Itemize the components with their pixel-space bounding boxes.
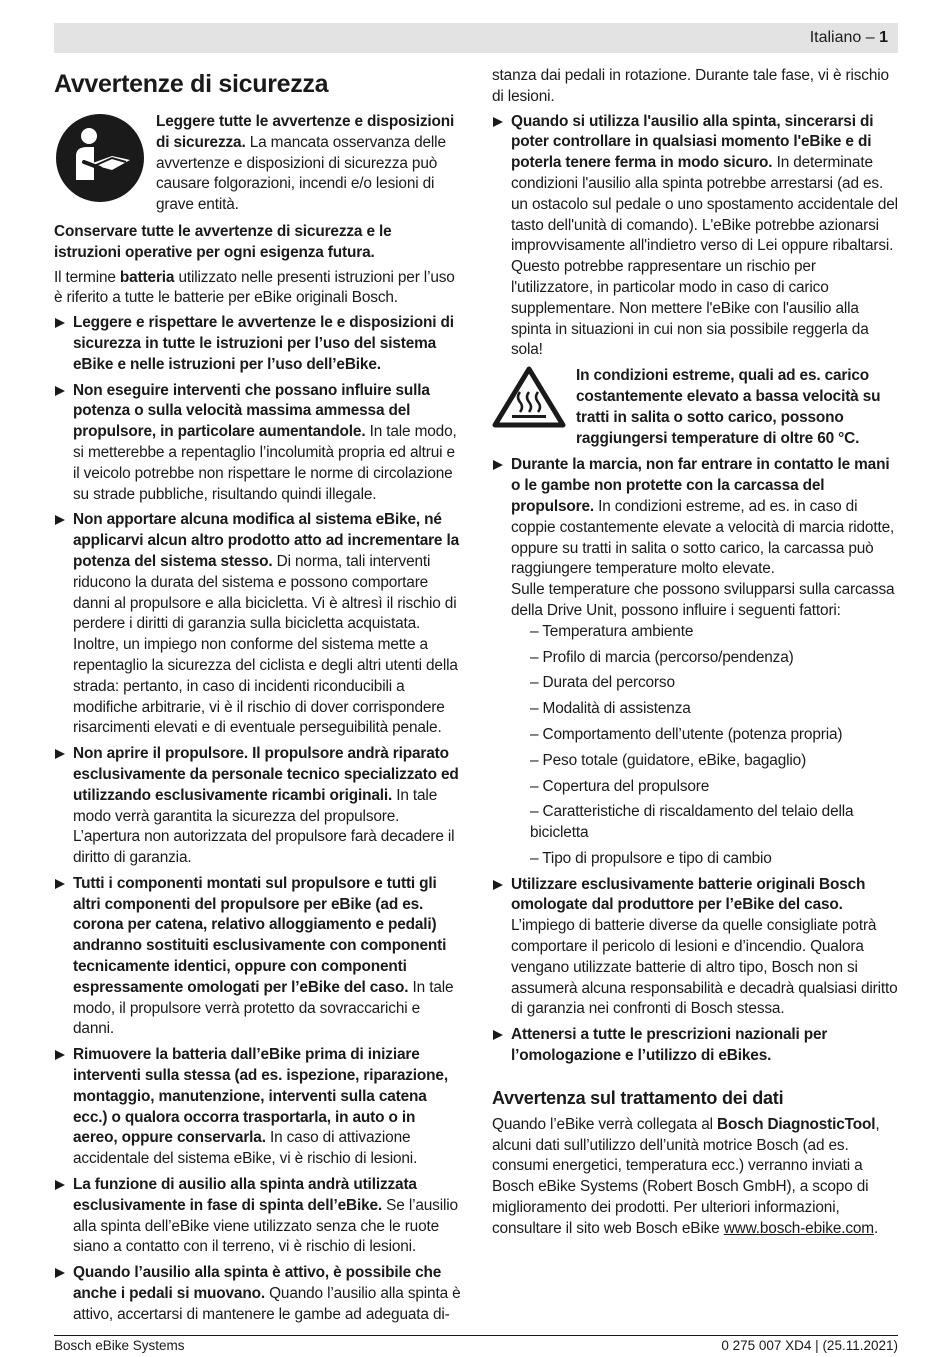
footer-divider: [54, 1335, 898, 1336]
bullet-triangle-icon: [55, 1180, 65, 1190]
list-item: [54, 313, 462, 375]
factor-item: – Copertura del propulsore: [530, 777, 710, 795]
bullet-text: Quando l’ausilio alla spinta è attivo, accertarsi di mantenere le gambe ad adeguata di-: [73, 1285, 461, 1323]
bullet-bold: Rimuovere la batteria dall’eBike prima di iniziare interventi sulla stessa (ad es. ispezione, riparazione, montaggio, manutenzione, interventi sulla catena ecc.) o qualora occorra trasportarla, in auto o in aereo, oppure conservarla.: [73, 1046, 448, 1147]
bullet-text: In caso di attivazione accidentale del sistema eBike, vi è rischio di lesioni.: [73, 1129, 418, 1168]
list-item: [492, 1025, 898, 1067]
list-item: [54, 1175, 462, 1258]
factor-item: – Peso totale (guidatore, eBike, bagaglio): [530, 751, 807, 769]
list-item: [54, 744, 462, 869]
bullet-triangle-icon: [493, 460, 503, 470]
factor-item: – Durata del percorso: [530, 674, 675, 692]
data-text-end: .: [873, 1219, 879, 1237]
bullet-triangle-icon: [55, 318, 65, 328]
bullet-bold: Durante la marcia, non far entrare in contatto le mani o le gambe non protette con la carcassa del propulsore.: [511, 456, 890, 515]
list-item: [54, 381, 462, 506]
bosch-ebike-link[interactable]: www.bosch-ebike.com: [723, 1219, 874, 1237]
list-item: [54, 874, 462, 1040]
bullet-bold: Non eseguire interventi che possano influire sulla potenza o sulla velocità massima ammessa del propulsore, in particolare aumentandole.: [73, 381, 430, 441]
bullet-text: In condizioni estreme, ad es. in caso di coppie costantemente elevate a velocità di marcia ridotte, oppure su tratti in salita o sotto carico, la carcassa può raggiungere temperature molto elevate.: [511, 497, 895, 578]
factor-item: – Caratteristiche di riscaldamento del telaio della bicicletta: [530, 803, 854, 842]
page-title: Avvertenze di sicurezza: [54, 70, 329, 98]
list-item: [492, 455, 898, 869]
data-section-title: Avvertenza sul trattamento dei dati: [492, 1087, 784, 1108]
factor-item: – Profilo di marcia (percorso/pendenza): [530, 648, 794, 666]
data-section-text: [492, 1115, 898, 1240]
list-item: [492, 875, 898, 1021]
bullet-text: Se l’ausilio alla spinta dell’eBike viene utilizzato senza che le ruote siano a contatto con il terreno, vi è rischio di lesioni.: [73, 1196, 458, 1256]
bullet-text: L’impiego di batterie diverse da quelle consigliate potrà comportare il pericolo di lesioni e d’incendio. Qualora vengano utilizzate batterie di altro tipo, Bosch non si assumerà alcuna responsabilità e decadrà qualsiasi diritto di garanzia nei confronti di Bosch stessa.: [511, 917, 898, 1018]
bullet-bold: Utilizzare esclusivamente batterie originali Bosch omologate dal produttore per l’eBike del caso.: [511, 875, 866, 914]
battery-pre: Il termine: [54, 268, 120, 286]
factor-item: – Tipo di propulsore e tipo di cambio: [530, 849, 772, 867]
intro-bold: Leggere tutte le avvertenze e disposizioni di sicurezza.: [156, 113, 455, 151]
header-bar: [54, 23, 898, 53]
bullet-triangle-icon: [55, 515, 65, 525]
bullet-bold: Leggere e rispettare le avvertenze le e disposizioni di sicurezza in tutte le istruzioni per l’uso del sistema eBike e nelle istruzioni per l’uso dell’eBike.: [73, 314, 454, 373]
bullet-text: In determinate condizioni l'ausilio alla spinta potrebbe arrestarsi (ad es. un ostacolo sul pedale o uno spostamento accidentale del tasto dell'unità di comando). L'eBike potrebbe azionarsi improvvisamente all'indietro verso di Lei oppure ribaltarsi. Questo potrebbe rappresentare un rischio per l'utilizzatore, in particolar modo in caso di carico supplementare. Non mettere l'eBike con l'ausilio alla spinta in situazioni in cui non sia possibile reggerla da sola!: [511, 154, 898, 359]
bullet-bold: Attenersi a tutte le prescrizioni nazionali per l’omologazione e l’utilizzo di eBikes.: [511, 1026, 828, 1065]
bullet-text: Di norma, tali interventi riducono la durata del sistema e possono comportare danni al propulsore e alla bicicletta. Vi è altresì il rischio di perdere i diritti di garanzia sulla bicicletta acquistata. Inoltre, un impiego non conforme del sistema mette a repentaglio la sicurezza del ciclista e degli altri utenti della strada: pertanto, in caso di incidenti riconducibili a modifiche arbitrarie, vi è il rischio di dover corrispondere risarcimenti elevati e di eventuale perseguibilità penale.: [73, 552, 458, 737]
bullet-triangle-icon: [55, 1050, 65, 1060]
bullet-text: In tale modo, si metterebbe a repentaglio l’incolumità propria ed altrui e il veicolo potrebbe non rispettare le norme di circolazione su strade pubbliche, risultando quindi illegale.: [73, 423, 457, 503]
bullet-bold: Quando l’ausilio alla spinta è attivo, è possibile che anche i pedali si muovano.: [73, 1264, 442, 1303]
left-bullet-list: [54, 313, 462, 1325]
right-column: [492, 66, 898, 1244]
factors-intro: Sulle temperature che possono svilupparsi sulla carcassa della Drive Unit, possono influire i seguenti fattori:: [511, 581, 895, 619]
bullet-text: In tale modo verrà garantita la sicurezza del propulsore. L’apertura non autorizzata del propulsore farà decadere il diritto di garanzia.: [73, 786, 455, 867]
continued-text: stanza dai pedali in rotazione. Durante tale fase, vi è rischio di lesioni.: [492, 67, 889, 105]
header-page-label: [810, 29, 888, 47]
factor-item: – Temperatura ambiente: [530, 622, 694, 640]
battery-post: utilizzato nelle presenti istruzioni per l’uso è riferito a tutte le batterie per eBike originali Bosch.: [54, 268, 455, 307]
bullet-triangle-icon: [493, 117, 503, 127]
data-text-mid: , alcuni dati sull’utilizzo dell’unità motrice Bosch (ad es. consumi energetici, temperatura ecc.) verranno inviati a Bosch eBike Systems (Robert Bosch GmbH), a scopo di miglioramento dei prodotti. Per ulteriori informazioni, consultare il sito web Bosch eBike: [492, 1115, 880, 1237]
read-manual-icon: [54, 112, 146, 216]
header-separator: –: [861, 29, 880, 46]
bullet-text: In tale modo, il propulsore verrà protetto da sovraccarichi e danni.: [73, 978, 454, 1038]
right-bullet-list-top: [492, 112, 898, 362]
data-text-pre: Quando l’eBike verrà collegata al: [492, 1115, 718, 1133]
hot-warning-text: In condizioni estreme, quali ad es. carico costantemente elevato a bassa velocità su tratti in salita o sotto carico, possono raggiungersi temperature di oltre 60 °C.: [576, 367, 881, 447]
bullet-triangle-icon: [55, 879, 65, 889]
bullet-bold: Tutti i componenti montati sul propulsore e tutti gli altri componenti del propulsore per eBike (ad es. corona per catena, relativo alloggiamento e pedali) andranno sostituiti esclusivamente con componenti tecnicamente identici, oppure con componenti espressamente omologati per l’eBike del caso.: [73, 874, 447, 996]
header-page-number: 1: [879, 29, 888, 46]
bullet-bold: Quando si utilizza l'ausilio alla spinta, sincerarsi di poter controllare in qualsiasi momento l'eBike e di poterla tenere ferma in modo sicuro.: [511, 112, 874, 172]
bullet-triangle-icon: [493, 880, 503, 890]
intro-warning: [54, 112, 462, 216]
battery-definition: [54, 268, 462, 310]
list-item: [492, 112, 898, 362]
bullet-triangle-icon: [55, 386, 65, 396]
factor-item: – Modalità di assistenza: [530, 700, 691, 718]
bullet-bold: Non apportare alcuna modifica al sistema eBike, né applicarvi alcun altro prodotto atto ad incrementare la potenza del sistema stesso.: [73, 511, 460, 570]
bullet-bold: La funzione di ausilio alla spinta andrà utilizzata esclusivamente in fase di spinta dell’eBike.: [73, 1176, 417, 1214]
factors-list: [511, 622, 898, 870]
bullet-triangle-icon: [55, 749, 65, 759]
intro-text: La mancata osservanza delle avvertenze e disposizioni di sicurezza può causare folgorazioni, incendi e/o lesioni di grave entità.: [156, 133, 446, 214]
hot-surface-warning: [492, 366, 898, 449]
footer-brand: Bosch eBike Systems: [54, 1338, 185, 1353]
bullet-triangle-icon: [493, 1030, 503, 1040]
hot-surface-warning-icon: [492, 366, 566, 449]
factor-item: – Comportamento dell’utente (potenza propria): [530, 725, 843, 743]
diagnostic-tool-name: Bosch DiagnosticTool: [717, 1115, 876, 1133]
battery-term: batteria: [119, 268, 175, 286]
header-language: Italiano: [809, 29, 862, 46]
left-column: [54, 66, 462, 1331]
bullet-triangle-icon: [55, 1268, 65, 1278]
keep-notice: Conservare tutte le avvertenze di sicurezza e le istruzioni operative per ogni esigenza futura.: [54, 222, 392, 261]
list-item: [54, 510, 462, 739]
footer-doc-ref: 0 275 007 XD4 | (25.11.2021): [721, 1338, 898, 1353]
bullet-bold: Non aprire il propulsore. Il propulsore andrà riparato esclusivamente da personale tecnico specializzato ed utilizzando esclusivamente ricambi originali.: [73, 745, 459, 804]
list-item: [54, 1263, 462, 1325]
list-item: [54, 1045, 462, 1170]
right-bullet-list-mid: [492, 455, 898, 1067]
